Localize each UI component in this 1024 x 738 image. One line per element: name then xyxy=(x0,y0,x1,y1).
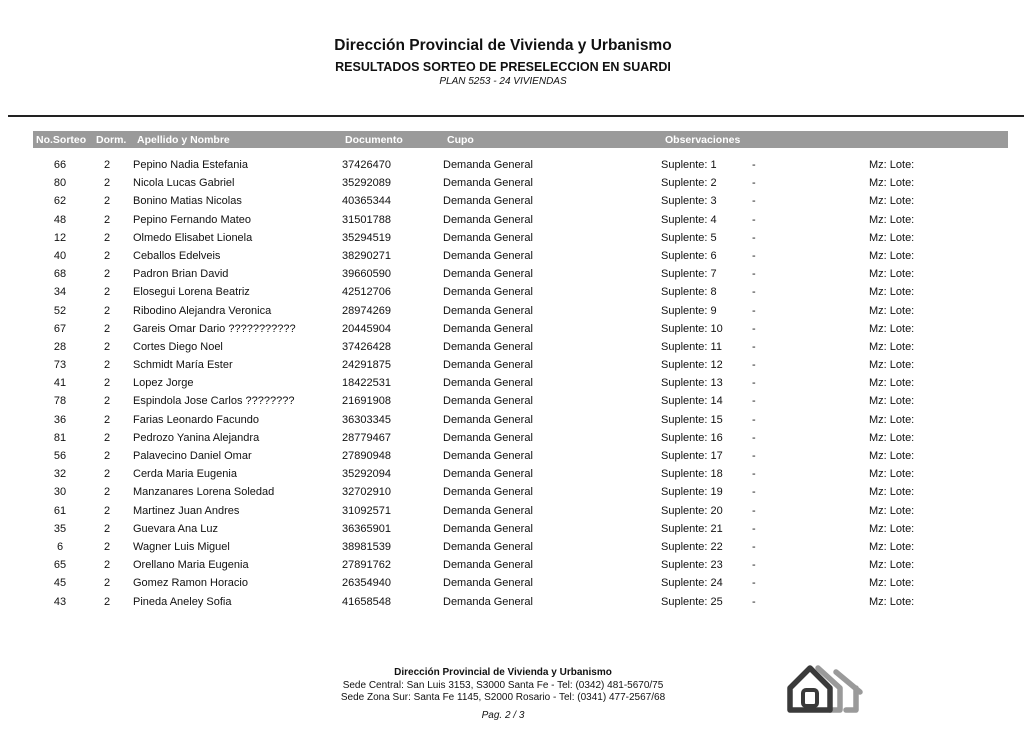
cell-dorm: 2 xyxy=(103,450,111,462)
cell-dash: - xyxy=(752,377,756,390)
cell-dash: - xyxy=(752,340,756,353)
cell-doc: 35292094 xyxy=(342,468,391,481)
cell-sup: Suplente: 20 xyxy=(661,504,723,517)
cell-doc: 28974269 xyxy=(342,304,391,317)
table-row xyxy=(0,574,1024,592)
cell-mz: Mz: Lote: xyxy=(869,159,915,171)
cell-name: Guevara Ana Luz xyxy=(133,522,219,535)
cell-name: Pedrozo Yanina Alejandra xyxy=(133,431,260,444)
cell-num: 80 xyxy=(53,177,67,190)
table-row xyxy=(0,411,1024,429)
cell-dorm: 2 xyxy=(103,395,111,408)
table-row xyxy=(0,465,1024,483)
cell-cupo: Demanda General xyxy=(443,231,533,244)
cell-doc: 32702910 xyxy=(342,486,391,499)
cell-num: 34 xyxy=(53,286,67,299)
cell-mz: Mz: Lote: xyxy=(869,213,915,226)
cell-sup: Suplente: 17 xyxy=(661,450,723,462)
cell-mz: Mz: Lote: xyxy=(869,486,915,499)
cell-name: Gomez Ramon Horacio xyxy=(133,577,248,590)
cell-mz: Mz: Lote: xyxy=(869,468,915,481)
cell-cupo: Demanda General xyxy=(443,504,533,517)
cell-dorm: 2 xyxy=(103,540,111,553)
cell-mz: Mz: Lote: xyxy=(869,286,915,299)
plan-label: PLAN 5253 - 24 VIVIENDAS xyxy=(439,76,567,87)
house-logo-icon xyxy=(786,658,866,714)
cell-dash: - xyxy=(752,322,756,335)
cell-mz: Mz: Lote: xyxy=(869,359,915,372)
cell-dorm: 2 xyxy=(103,504,111,517)
table-row xyxy=(0,156,1024,174)
cell-cupo: Demanda General xyxy=(443,304,533,317)
cell-doc: 42512706 xyxy=(342,286,391,299)
table-row xyxy=(0,502,1024,520)
cell-dorm: 2 xyxy=(103,195,111,208)
cell-num: 68 xyxy=(53,268,67,281)
cell-dash: - xyxy=(752,395,756,408)
cell-dorm: 2 xyxy=(103,268,111,281)
cell-name: Martinez Juan Andres xyxy=(133,504,240,517)
cell-num: 40 xyxy=(53,249,67,262)
cell-name: Manzanares Lorena Soledad xyxy=(133,486,275,499)
cell-num: 48 xyxy=(53,213,67,226)
cell-sup: Suplente: 19 xyxy=(661,486,723,499)
cell-doc: 27891762 xyxy=(342,559,391,572)
cell-cupo: Demanda General xyxy=(443,377,533,390)
cell-mz: Mz: Lote: xyxy=(869,577,915,590)
cell-cupo: Demanda General xyxy=(443,595,533,608)
cell-mz: Mz: Lote: xyxy=(869,559,915,572)
cell-dorm: 2 xyxy=(103,468,111,481)
cell-name: Schmidt María Ester xyxy=(133,359,233,372)
cell-dash: - xyxy=(752,577,756,590)
table-row xyxy=(0,556,1024,574)
cell-doc: 31092571 xyxy=(342,504,391,517)
cell-doc: 26354940 xyxy=(342,577,391,590)
cell-cupo: Demanda General xyxy=(443,213,533,226)
col-obs-header: Observaciones xyxy=(665,134,741,146)
cell-sup: Suplente: 25 xyxy=(661,595,723,608)
cell-num: 6 xyxy=(56,540,64,553)
cell-dash: - xyxy=(752,159,756,171)
cell-doc: 24291875 xyxy=(342,359,391,372)
cell-mz: Mz: Lote: xyxy=(869,504,915,517)
cell-dash: - xyxy=(752,359,756,372)
table-row xyxy=(0,229,1024,247)
col-dorm-header: Dorm. xyxy=(96,134,127,146)
cell-dash: - xyxy=(752,268,756,281)
cell-dorm: 2 xyxy=(103,249,111,262)
cell-mz: Mz: Lote: xyxy=(869,177,915,190)
cell-sup: Suplente: 21 xyxy=(661,522,723,535)
cell-mz: Mz: Lote: xyxy=(869,249,915,262)
page-subtitle: RESULTADOS SORTEO DE PRESELECCION EN SUARDI xyxy=(335,60,671,74)
cell-num: 45 xyxy=(53,577,67,590)
cell-cupo: Demanda General xyxy=(443,468,533,481)
table-row xyxy=(0,192,1024,210)
cell-name: Pepino Nadia Estefania xyxy=(133,159,248,171)
cell-name: Lopez Jorge xyxy=(133,377,194,390)
table-row xyxy=(0,302,1024,320)
cell-mz: Mz: Lote: xyxy=(869,377,915,390)
cell-doc: 35294519 xyxy=(342,231,391,244)
col-num-header: No.Sorteo xyxy=(36,134,87,146)
cell-mz: Mz: Lote: xyxy=(869,268,915,281)
table-row xyxy=(0,520,1024,538)
cell-name: Padron Brian David xyxy=(133,268,229,281)
table-row xyxy=(0,247,1024,265)
cell-cupo: Demanda General xyxy=(443,395,533,408)
cell-sup: Suplente: 7 xyxy=(661,268,717,281)
cell-name: Wagner Luis Miguel xyxy=(133,540,230,553)
cell-name: Nicola Lucas Gabriel xyxy=(133,177,235,190)
cell-dorm: 2 xyxy=(103,159,111,171)
cell-dash: - xyxy=(752,213,756,226)
table-row xyxy=(0,374,1024,392)
page-title: Dirección Provincial de Vivienda y Urbanismo xyxy=(334,37,672,54)
cell-sup: Suplente: 15 xyxy=(661,413,723,426)
cell-sup: Suplente: 23 xyxy=(661,559,723,572)
cell-name: Pineda Aneley Sofia xyxy=(133,595,232,608)
cell-name: Farias Leonardo Facundo xyxy=(133,413,259,426)
cell-mz: Mz: Lote: xyxy=(869,304,915,317)
cell-dorm: 2 xyxy=(103,413,111,426)
cell-cupo: Demanda General xyxy=(443,486,533,499)
cell-doc: 37426470 xyxy=(342,159,391,171)
cell-mz: Mz: Lote: xyxy=(869,231,915,244)
cell-dorm: 2 xyxy=(103,522,111,535)
cell-doc: 18422531 xyxy=(342,377,391,390)
cell-sup: Suplente: 9 xyxy=(661,304,717,317)
cell-doc: 39660590 xyxy=(342,268,391,281)
cell-doc: 38981539 xyxy=(342,540,391,553)
cell-doc: 36365901 xyxy=(342,522,391,535)
cell-num: 35 xyxy=(53,522,67,535)
cell-mz: Mz: Lote: xyxy=(869,431,915,444)
table-row xyxy=(0,283,1024,301)
cell-sup: Suplente: 8 xyxy=(661,286,717,299)
cell-dash: - xyxy=(752,486,756,499)
cell-num: 65 xyxy=(53,559,67,572)
cell-num: 81 xyxy=(53,431,67,444)
cell-dorm: 2 xyxy=(103,359,111,372)
cell-dash: - xyxy=(752,177,756,190)
cell-name: Ribodino Alejandra Veronica xyxy=(133,304,272,317)
cell-dorm: 2 xyxy=(103,559,111,572)
cell-sup: Suplente: 3 xyxy=(661,195,717,208)
cell-dash: - xyxy=(752,304,756,317)
cell-num: 32 xyxy=(53,468,67,481)
cell-dorm: 2 xyxy=(103,431,111,444)
footer-address-south: Sede Zona Sur: Santa Fe 1145, S2000 Rosario - Tel: (0341) 477-2567/68 xyxy=(340,692,666,703)
cell-sup: Suplente: 14 xyxy=(661,395,723,408)
cell-sup: Suplente: 6 xyxy=(661,249,717,262)
cell-num: 62 xyxy=(53,195,67,208)
cell-dash: - xyxy=(752,286,756,299)
cell-doc: 27890948 xyxy=(342,450,391,462)
house-logo-door xyxy=(803,690,817,706)
col-name-header: Apellido y Nombre xyxy=(137,134,230,146)
cell-sup: Suplente: 18 xyxy=(661,468,723,481)
cell-num: 36 xyxy=(53,413,67,426)
cell-mz: Mz: Lote: xyxy=(869,195,915,208)
cell-cupo: Demanda General xyxy=(443,286,533,299)
cell-dorm: 2 xyxy=(103,213,111,226)
cell-mz: Mz: Lote: xyxy=(869,540,915,553)
cell-cupo: Demanda General xyxy=(443,413,533,426)
table-row xyxy=(0,429,1024,447)
cell-name: Olmedo Elisabet Lionela xyxy=(133,231,253,244)
cell-cupo: Demanda General xyxy=(443,450,533,462)
cell-cupo: Demanda General xyxy=(443,195,533,208)
footer-address-central: Sede Central: San Luis 3153, S3000 Santa Fe - Tel: (0342) 481-5670/75 xyxy=(342,679,664,691)
cell-doc: 28779467 xyxy=(342,431,391,444)
cell-dash: - xyxy=(752,504,756,517)
cell-dorm: 2 xyxy=(103,595,111,608)
cell-dash: - xyxy=(752,231,756,244)
table-row xyxy=(0,265,1024,283)
table-row xyxy=(0,593,1024,611)
cell-dash: - xyxy=(752,413,756,426)
cell-cupo: Demanda General xyxy=(443,340,533,353)
cell-num: 28 xyxy=(53,340,67,353)
cell-cupo: Demanda General xyxy=(443,322,533,335)
cell-dash: - xyxy=(752,450,756,462)
cell-doc: 41658548 xyxy=(342,595,391,608)
cell-dorm: 2 xyxy=(103,231,111,244)
table-row xyxy=(0,538,1024,556)
cell-name: Espindola Jose Carlos ???????? xyxy=(133,395,295,408)
cell-dash: - xyxy=(752,522,756,535)
cell-dash: - xyxy=(752,595,756,608)
cell-num: 30 xyxy=(53,486,67,499)
cell-cupo: Demanda General xyxy=(443,268,533,281)
cell-doc: 21691908 xyxy=(342,395,391,408)
cell-dorm: 2 xyxy=(103,177,111,190)
cell-dorm: 2 xyxy=(103,377,111,390)
cell-dorm: 2 xyxy=(103,286,111,299)
cell-mz: Mz: Lote: xyxy=(869,595,915,608)
cell-mz: Mz: Lote: xyxy=(869,395,915,408)
table-body xyxy=(0,156,1024,611)
document-header xyxy=(0,36,1006,88)
cell-doc: 38290271 xyxy=(342,249,391,262)
cell-sup: Suplente: 2 xyxy=(661,177,717,190)
table-row xyxy=(0,483,1024,501)
cell-cupo: Demanda General xyxy=(443,540,533,553)
table-row xyxy=(0,211,1024,229)
cell-num: 67 xyxy=(53,322,67,335)
cell-name: Orellano Maria Eugenia xyxy=(133,559,249,572)
cell-dorm: 2 xyxy=(103,577,111,590)
cell-doc: 36303345 xyxy=(342,413,391,426)
table-row xyxy=(0,320,1024,338)
cell-sup: Suplente: 4 xyxy=(661,213,717,226)
cell-dash: - xyxy=(752,249,756,262)
cell-doc: 35292089 xyxy=(342,177,391,190)
cell-mz: Mz: Lote: xyxy=(869,450,915,462)
cell-doc: 31501788 xyxy=(342,213,391,226)
cell-dorm: 2 xyxy=(103,304,111,317)
cell-sup: Suplente: 12 xyxy=(661,359,723,372)
header-divider xyxy=(8,115,1024,117)
cell-cupo: Demanda General xyxy=(443,522,533,535)
page-number: Pag. 2 / 3 xyxy=(481,709,525,721)
cell-cupo: Demanda General xyxy=(443,431,533,444)
cell-num: 66 xyxy=(53,159,67,171)
cell-doc: 37426428 xyxy=(342,340,391,353)
table-row xyxy=(0,447,1024,465)
cell-num: 41 xyxy=(53,377,67,390)
cell-name: Cortes Diego Noel xyxy=(133,340,223,353)
table-header xyxy=(33,131,1008,148)
cell-cupo: Demanda General xyxy=(443,559,533,572)
cell-sup: Suplente: 11 xyxy=(661,340,722,353)
table-row xyxy=(0,356,1024,374)
cell-dash: - xyxy=(752,559,756,572)
cell-name: Cerda Maria Eugenia xyxy=(133,468,237,481)
cell-name: Ceballos Edelveis xyxy=(133,249,221,262)
cell-cupo: Demanda General xyxy=(443,359,533,372)
cell-num: 12 xyxy=(53,231,67,244)
cell-num: 61 xyxy=(53,504,67,517)
cell-mz: Mz: Lote: xyxy=(869,340,915,353)
cell-dash: - xyxy=(752,431,756,444)
cell-cupo: Demanda General xyxy=(443,159,533,171)
cell-num: 52 xyxy=(53,304,67,317)
cell-num: 56 xyxy=(53,450,67,462)
cell-name: Pepino Fernando Mateo xyxy=(133,213,252,226)
cell-sup: Suplente: 13 xyxy=(661,377,723,390)
cell-dorm: 2 xyxy=(103,486,111,499)
cell-dorm: 2 xyxy=(103,322,111,335)
cell-cupo: Demanda General xyxy=(443,249,533,262)
cell-doc: 40365344 xyxy=(342,195,391,208)
cell-dorm: 2 xyxy=(103,340,111,353)
cell-sup: Suplente: 10 xyxy=(661,322,723,335)
cell-num: 73 xyxy=(53,359,67,372)
cell-name: Bonino Matias Nicolas xyxy=(133,195,242,208)
table-row xyxy=(0,174,1024,192)
cell-mz: Mz: Lote: xyxy=(869,522,915,535)
cell-doc: 20445904 xyxy=(342,322,391,335)
cell-dash: - xyxy=(752,195,756,208)
cell-sup: Suplente: 5 xyxy=(661,231,717,244)
cell-mz: Mz: Lote: xyxy=(869,413,915,426)
cell-sup: Suplente: 24 xyxy=(661,577,723,590)
footer-title: Dirección Provincial de Vivienda y Urbanismo xyxy=(394,667,612,678)
cell-sup: Suplente: 16 xyxy=(661,431,723,444)
cell-name: Gareis Omar Dario ??????????? xyxy=(133,322,296,335)
col-doc-header: Documento xyxy=(345,134,403,146)
cell-name: Palavecino Daniel Omar xyxy=(133,450,252,462)
cell-sup: Suplente: 22 xyxy=(661,540,723,553)
cell-name: Elosegui Lorena Beatriz xyxy=(133,286,250,299)
table-row xyxy=(0,338,1024,356)
cell-num: 43 xyxy=(53,595,67,608)
table-row xyxy=(0,392,1024,410)
cell-dash: - xyxy=(752,540,756,553)
cell-cupo: Demanda General xyxy=(443,577,533,590)
col-cupo-header: Cupo xyxy=(447,134,474,146)
cell-dash: - xyxy=(752,468,756,481)
cell-sup: Suplente: 1 xyxy=(661,159,717,171)
cell-cupo: Demanda General xyxy=(443,177,533,190)
cell-mz: Mz: Lote: xyxy=(869,322,915,335)
cell-num: 78 xyxy=(53,395,67,408)
